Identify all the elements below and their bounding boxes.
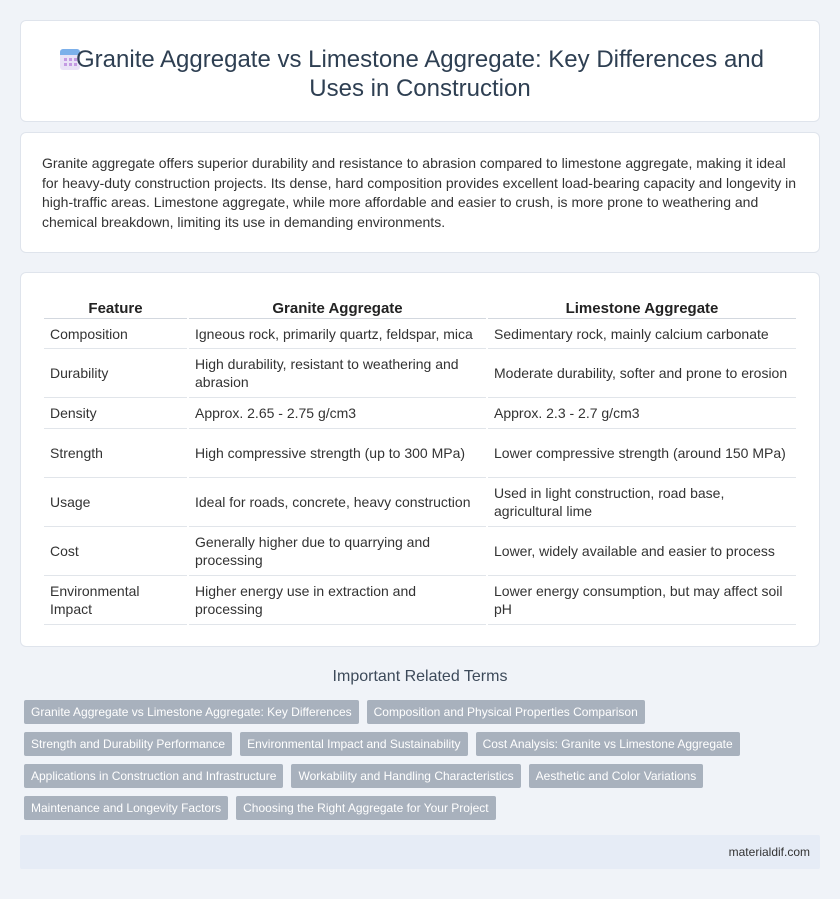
cell-feature: Usage bbox=[44, 478, 187, 527]
footer-site-name[interactable]: materialdif.com bbox=[728, 845, 810, 859]
intro-card bbox=[20, 132, 820, 253]
related-term-tag[interactable]: Granite Aggregate vs Limestone Aggregate: Key Differences bbox=[24, 700, 359, 724]
related-term-tag[interactable]: Strength and Durability Performance bbox=[24, 732, 232, 756]
cell-limestone: Approx. 2.3 - 2.7 g/cm3 bbox=[488, 398, 796, 429]
comparison-table bbox=[42, 295, 798, 625]
table-row bbox=[44, 349, 796, 398]
related-terms-title: Important Related Terms bbox=[332, 668, 508, 685]
related-term-tag[interactable]: Environmental Impact and Sustainability bbox=[240, 732, 467, 756]
table-header-row bbox=[44, 295, 796, 319]
cell-feature: Composition bbox=[44, 319, 187, 349]
header-feature: Feature bbox=[44, 295, 187, 319]
cell-granite: Ideal for roads, concrete, heavy construction bbox=[189, 478, 486, 527]
related-term-tag[interactable]: Cost Analysis: Granite vs Limestone Aggregate bbox=[476, 732, 740, 756]
page-title-text: Granite Aggregate vs Limestone Aggregate: Key Differences and Uses in Construction bbox=[76, 46, 764, 102]
comparison-card bbox=[20, 272, 820, 647]
table-row bbox=[44, 398, 796, 429]
table-row bbox=[44, 527, 796, 576]
related-term-tag[interactable]: Composition and Physical Properties Comparison bbox=[367, 700, 645, 724]
cell-limestone: Lower compressive strength (around 150 MPa) bbox=[488, 429, 796, 478]
header-limestone: Limestone Aggregate bbox=[488, 295, 796, 319]
cell-limestone: Moderate durability, softer and prone to erosion bbox=[488, 349, 796, 398]
related-terms-list bbox=[24, 700, 804, 828]
related-term-tag[interactable]: Choosing the Right Aggregate for Your Project bbox=[236, 796, 496, 820]
related-term-tag[interactable]: Maintenance and Longevity Factors bbox=[24, 796, 228, 820]
tag-row bbox=[24, 796, 804, 820]
table-row bbox=[44, 319, 796, 349]
cell-feature: Cost bbox=[44, 527, 187, 576]
cell-limestone: Lower energy consumption, but may affect soil pH bbox=[488, 576, 796, 625]
cell-granite: Igneous rock, primarily quartz, feldspar, mica bbox=[189, 319, 486, 349]
header-granite: Granite Aggregate bbox=[189, 295, 486, 319]
tag-row bbox=[24, 764, 804, 788]
cell-limestone: Used in light construction, road base, agricultural lime bbox=[488, 478, 796, 527]
table-row bbox=[44, 478, 796, 527]
tag-row bbox=[24, 732, 804, 756]
footer-bar bbox=[20, 835, 820, 869]
cell-feature: Durability bbox=[44, 349, 187, 398]
cell-granite: High durability, resistant to weathering and abrasion bbox=[189, 349, 486, 398]
cell-granite: Generally higher due to quarrying and processing bbox=[189, 527, 486, 576]
cell-feature: Strength bbox=[44, 429, 187, 478]
table-row bbox=[44, 429, 796, 478]
title-card bbox=[20, 20, 820, 122]
tag-row bbox=[24, 700, 804, 724]
related-term-tag[interactable]: Applications in Construction and Infrastructure bbox=[24, 764, 283, 788]
cell-limestone: Sedimentary rock, mainly calcium carbonate bbox=[488, 319, 796, 349]
cell-feature: Environmental Impact bbox=[44, 576, 187, 625]
cell-granite: High compressive strength (up to 300 MPa) bbox=[189, 429, 486, 478]
intro-paragraph: Granite aggregate offers superior durability and resistance to abrasion compared to limestone aggregate, making it ideal for heavy-duty construction projects. Its dense, hard composition provides excellent load-bearing capacity and longevity in high-traffic areas. Limestone aggregate, while more affordable and easier to crush, is more prone to weathering and chemical breakdown, limiting its use in demanding environments. bbox=[42, 155, 797, 230]
related-term-tag[interactable]: Aesthetic and Color Variations bbox=[529, 764, 704, 788]
cell-feature: Density bbox=[44, 398, 187, 429]
cell-granite: Higher energy use in extraction and processing bbox=[189, 576, 486, 625]
table-row bbox=[44, 576, 796, 625]
page-title bbox=[21, 45, 819, 103]
related-term-tag[interactable]: Workability and Handling Characteristics bbox=[291, 764, 520, 788]
cell-granite: Approx. 2.65 - 2.75 g/cm3 bbox=[189, 398, 486, 429]
cell-limestone: Lower, widely available and easier to process bbox=[488, 527, 796, 576]
